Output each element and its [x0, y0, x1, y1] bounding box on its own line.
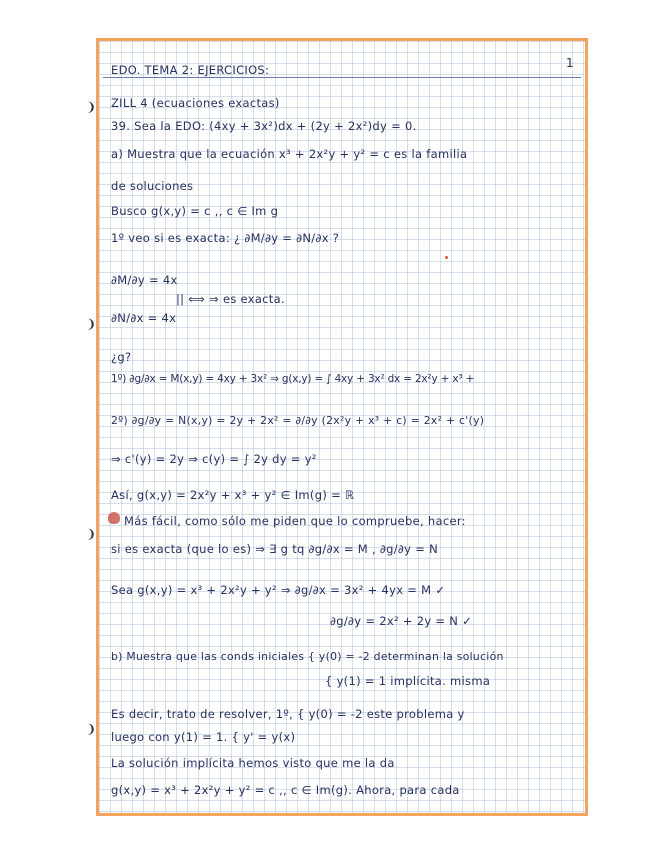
- document-header: EDO. TEMA 2: EJERCICIOS:: [111, 63, 270, 77]
- binder-hole-mark: ❩: [86, 527, 97, 541]
- handwritten-line: Así, g(x,y) = 2x²y + x³ + y² ∈ Im(g) = ℝ: [111, 488, 355, 502]
- handwritten-line: 1º veo si es exacta: ¿ ∂M/∂y = ∂N/∂x ?: [111, 231, 340, 245]
- handwritten-line: 39. Sea la EDO: (4xy + 3x²)dx + (2y + 2x²)dy = 0.: [111, 119, 417, 133]
- handwritten-line: ∂g/∂y = 2x² + 2y = N ✓: [330, 614, 473, 628]
- handwritten-line: luego con y(1) = 1. { y' = y(x): [111, 730, 296, 744]
- ink-dot: [445, 256, 448, 259]
- page-number: 1: [566, 56, 574, 70]
- binder-hole-mark: ❩: [86, 100, 97, 114]
- handwritten-line: 2º) ∂g/∂y = N(x,y) = 2y + 2x² = ∂/∂y (2x²y + x³ + c) = 2x² + c'(y): [111, 414, 485, 427]
- note-marker-icon: [108, 512, 120, 524]
- handwritten-line: { y(1) = 1 implícita. misma: [325, 674, 491, 688]
- handwritten-line: Es decir, trato de resolver, 1º, { y(0) = -2 este problema y: [111, 707, 465, 721]
- handwritten-line: a) Muestra que la ecuación x³ + 2x²y + y² = c es la familia: [111, 147, 468, 161]
- binder-hole-mark: ❩: [86, 317, 97, 331]
- handwritten-line: La solución implícita hemos visto que me la da: [111, 756, 395, 770]
- handwritten-line: Busco g(x,y) = c ,, c ∈ Im g: [111, 204, 279, 218]
- handwritten-line: ∂M/∂y = 4x: [111, 273, 178, 287]
- handwritten-line: g(x,y) = x³ + 2x²y + y² = c ,, c ∈ Im(g). Ahora, para cada: [111, 783, 460, 797]
- handwritten-line: si es exacta (que lo es) ⇒ ∃ g tq ∂g/∂x = M , ∂g/∂y = N: [111, 542, 438, 556]
- handwritten-line: 1º) ∂g/∂x = M(x,y) = 4xy + 3x² ⇒ g(x,y) = ∫ 4xy + 3x² dx = 2x²y + x³ +: [111, 373, 475, 385]
- header-rule: [103, 77, 581, 78]
- handwritten-line: ZILL 4 (ecuaciones exactas): [111, 96, 280, 110]
- handwritten-line: b) Muestra que las conds iniciales { y(0) = -2 determinan la solución: [111, 650, 504, 663]
- handwritten-line: de soluciones: [111, 179, 194, 193]
- handwritten-line: ⇒ c'(y) = 2y ⇒ c(y) = ∫ 2y dy = y²: [111, 452, 317, 466]
- handwritten-line: || ⟺ ⇒ es exacta.: [176, 292, 285, 306]
- binder-hole-mark: ❩: [86, 722, 97, 736]
- handwritten-line: Más fácil, como sólo me piden que lo compruebe, hacer:: [124, 514, 466, 528]
- handwritten-line: ∂N/∂x = 4x: [111, 311, 177, 325]
- handwritten-line: Sea g(x,y) = x³ + 2x²y + y² ⇒ ∂g/∂x = 3x² + 4yx = M ✓: [111, 583, 446, 597]
- handwritten-line: ¿g?: [111, 350, 132, 364]
